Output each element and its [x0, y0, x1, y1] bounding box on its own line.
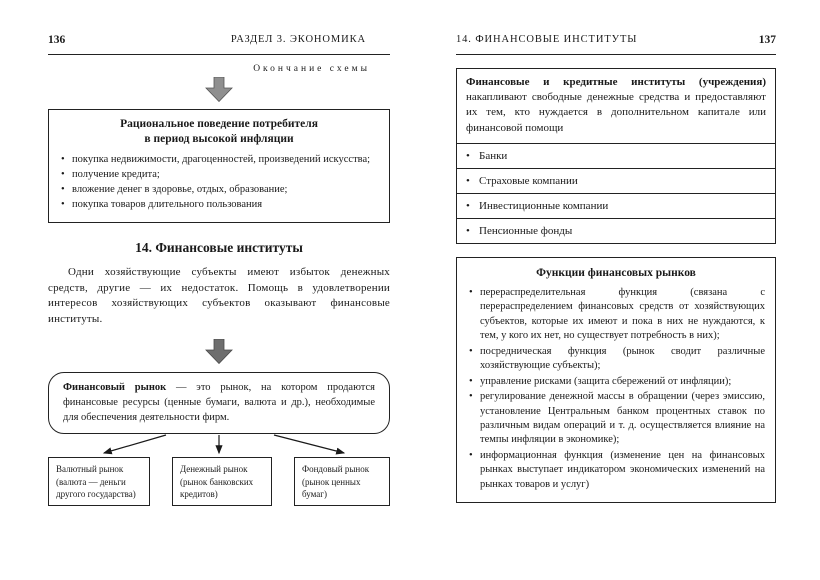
- money-market-box: Денежный рынок (рынок банковских кредитов): [172, 457, 272, 505]
- market-functions-title: Функции финансовых рынков: [536, 266, 696, 279]
- list-item: • покупка товаров длительного пользования: [59, 198, 379, 212]
- page-left: [48, 34, 390, 506]
- institutions-intro-text: накапливают свободные денежные средства и предоставляют их тем, кто нуждается в дополнительном капитале или финансовой помощи: [466, 91, 766, 134]
- market-functions-box: [456, 257, 776, 504]
- page-right: [456, 34, 776, 503]
- down-arrow-icon: [205, 339, 233, 364]
- institution-row-insurance: • Страховые компании: [457, 169, 775, 194]
- list-item: • перераспределительная функция (связана с перераспределением финансовых средств от хозяйствующих субъектов, которые их имеют и пока в них не нуждаются, к тем, у кого их нет, но существует потребность в них);: [467, 286, 765, 344]
- rational-behavior-title-line1: Рациональное поведение потребителя: [120, 118, 318, 130]
- branch-arrow-right: [274, 435, 344, 453]
- stock-market-box: Фондовый рынок (рынок ценных бумаг): [294, 457, 390, 505]
- section-title: 14. Финансовые институты: [135, 239, 303, 255]
- market-types-row: [48, 457, 390, 505]
- list-item: • управление рисками (защита сбережений от инфляции);: [467, 375, 765, 389]
- list-item: • регулирование денежной массы в обращении (через эмиссию, установление Центральным банком процентных ставок по различным видам операций и т. д. осуществляется влияние на темпы инфляции в экономике);: [467, 390, 765, 448]
- rational-behavior-list: [59, 153, 379, 213]
- financial-market-definition: — это рынок, на котором продаются финансовые ресурсы (ценные бумаги, валюта и др.), необходимые для обеспечения деятельности фирм.: [63, 382, 375, 423]
- scheme-continuation-note: Окончание схемы: [253, 64, 370, 74]
- down-arrow-icon: [205, 77, 233, 102]
- branch-arrows: [48, 434, 390, 457]
- left-page-header: [48, 34, 390, 55]
- institutions-intro-term: Финансовые и кредитные институты (учреждения): [466, 76, 766, 88]
- institution-row-banks: • Банки: [457, 144, 775, 169]
- right-page-number: 137: [758, 34, 776, 46]
- right-page-header: [456, 34, 776, 55]
- institution-row-investment: • Инвестиционные компании: [457, 194, 775, 219]
- block-arrow-down-top: [48, 77, 390, 107]
- right-running-title: 14. ФИНАНСОВЫЕ ИНСТИТУТЫ: [456, 34, 638, 45]
- left-running-title: РАЗДЕЛ 3. ЭКОНОМИКА: [230, 34, 366, 45]
- institutions-intro: [457, 69, 775, 144]
- financial-institutions-table: [456, 68, 776, 244]
- institution-row-pension: • Пенсионные фонды: [457, 219, 775, 243]
- list-item: • информационная функция (изменение цен на финансовых рынках выступает индикатором экономических изменений на рынках товаров и услуг): [467, 449, 765, 492]
- block-arrow-down-middle: [48, 339, 390, 369]
- intro-paragraph: Одни хозяйствующие субъекты имеют избыток денежных средств, другие — их недостаток. Помощь в удовлетворении интересов хозяйствующих субъектов оказывают финансовые институты.: [48, 265, 390, 326]
- financial-market-definition-box: [48, 372, 390, 434]
- rational-behavior-box: [48, 109, 390, 223]
- currency-market-box: Валютный рынок (валюта — деньги другого государства): [48, 457, 150, 505]
- market-functions-list: [467, 286, 765, 493]
- branch-arrow-left: [104, 435, 166, 453]
- rational-behavior-title-line2: в период высокой инфляции: [144, 132, 294, 145]
- left-page-number: 136: [48, 34, 66, 46]
- list-item: • получение кредита;: [59, 168, 379, 182]
- list-item: • посредническая функция (рынок сводит различные хозяйствующие субъекты);: [467, 345, 765, 374]
- financial-market-term: Финансовый рынок: [63, 382, 167, 394]
- list-item: • покупка недвижимости, драгоценностей, произведений искусства;: [59, 153, 379, 167]
- list-item: • вложение денег в здоровье, отдых, образование;: [59, 183, 379, 197]
- rational-behavior-title: [59, 117, 379, 147]
